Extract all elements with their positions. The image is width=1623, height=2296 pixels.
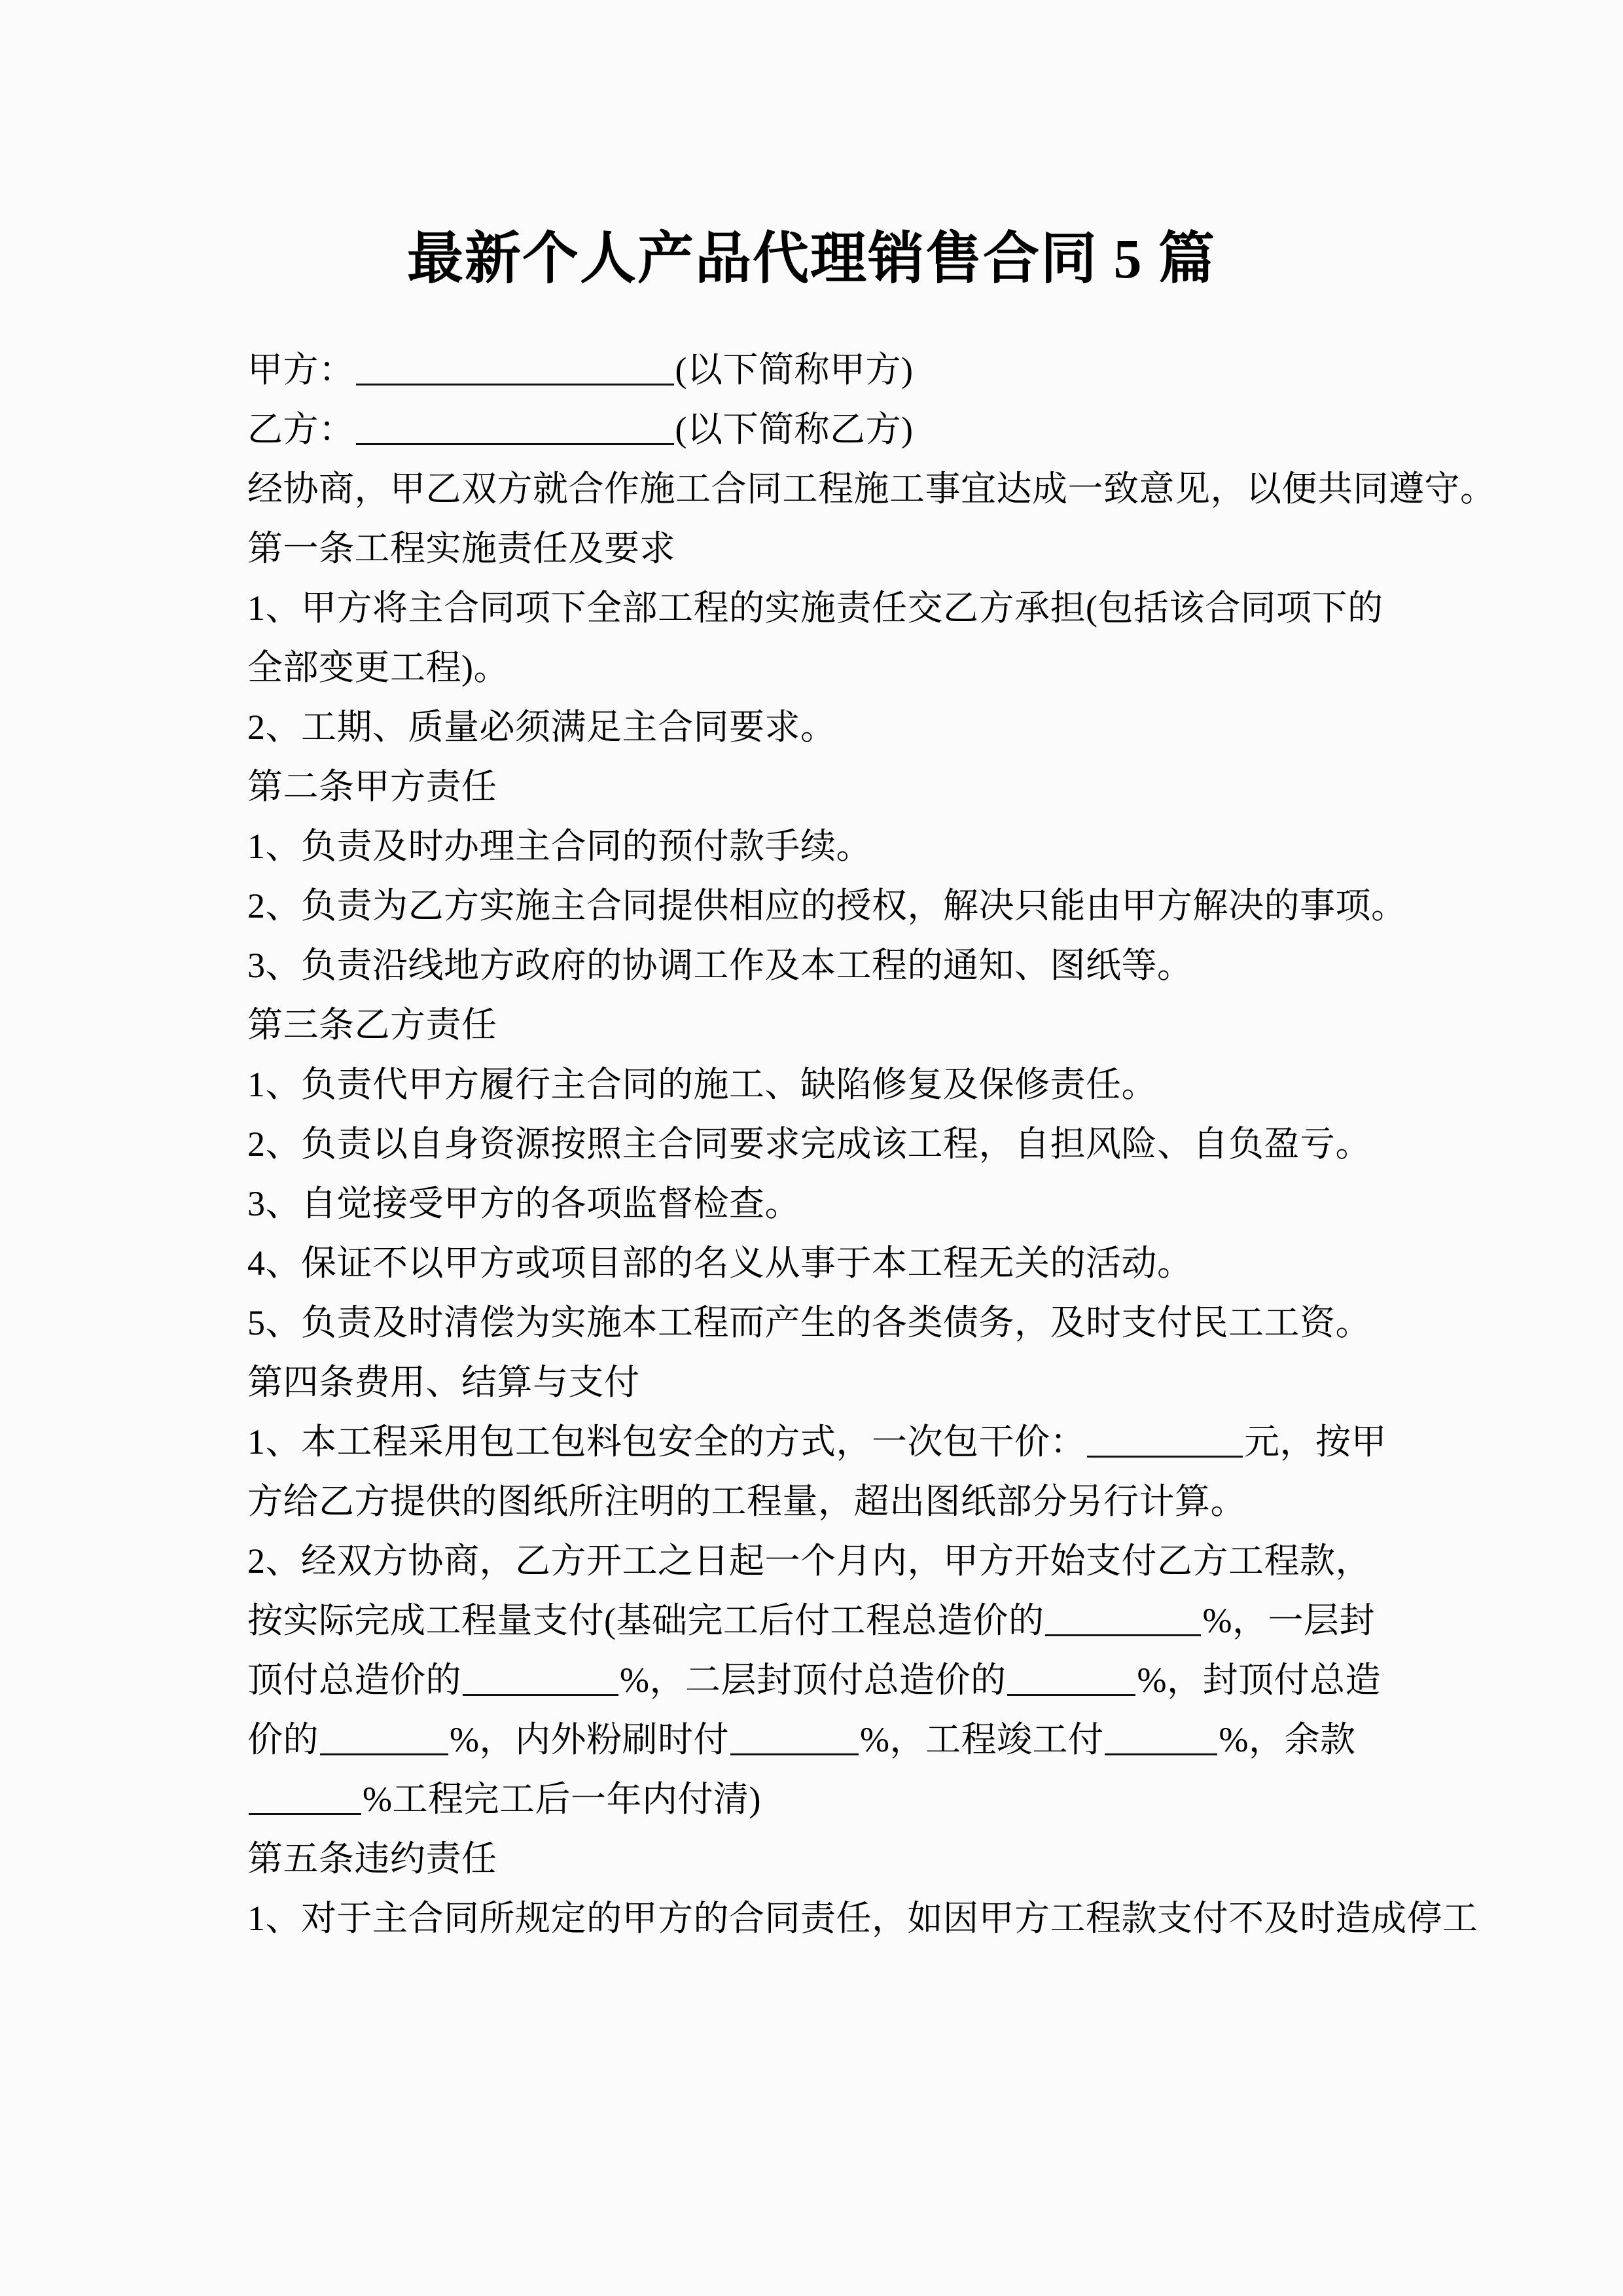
article-4-item-1-text-a: 1、本工程采用包工包料包安全的方式，一次包干价：: [247, 1422, 1086, 1462]
article-4-item-2-text-f: %，工程竣工付: [859, 1720, 1104, 1759]
article-4-item-1: [247, 1412, 1393, 1532]
article-3-item-5: 5、负责及时清偿为实施本工程而产生的各类债务，及时支付民工工资。: [247, 1303, 1371, 1342]
article-4-item-2-text-h: %工程完工后一年内付清): [363, 1780, 761, 1819]
article-heading-5: 第五条违约责任: [247, 1839, 497, 1878]
article-4-item-2-text-d: %，封顶付总造价的: [247, 1660, 1381, 1759]
article-3-item-1: 1、负责代甲方履行主合同的施工、缺陷修复及保修责任。: [247, 1065, 1157, 1104]
party-a-line: [247, 340, 1393, 400]
article-2-item-3: 3、负责沿线地方政府的协调工作及本工程的通知、图纸等。: [247, 946, 1193, 985]
article-3-item-3: 3、自觉接受甲方的各项监督检查。: [247, 1184, 800, 1223]
party-b-label: 乙方：: [247, 410, 355, 449]
payment-pct-foundation-blank[interactable]: [1045, 1604, 1201, 1636]
preamble: 经协商，甲乙双方就合作施工合同工程施工事宜达成一致意见，以便共同遵守。: [247, 469, 1496, 509]
article-1-item-2: 2、工期、质量必须满足主合同要求。: [247, 708, 836, 747]
article-2-item-1: 1、负责及时办理主合同的预付款手续。: [247, 827, 872, 866]
article-2-item-2: 2、负责为乙方实施主合同提供相应的授权，解决只能由甲方解决的事项。: [247, 886, 1407, 925]
payment-pct-completion-blank[interactable]: [1105, 1723, 1217, 1755]
lump-sum-price-blank[interactable]: [1087, 1426, 1243, 1458]
party-a-suffix: (以下简称甲方): [675, 350, 914, 389]
article-3-item-4: 4、保证不以甲方或项目部的名义从事于本工程无关的活动。: [247, 1244, 1193, 1283]
party-b-suffix: (以下简称乙方): [675, 410, 914, 449]
article-4-item-2-text-g: %，余款: [1219, 1720, 1356, 1759]
article-1-item-1: 1、甲方将主合同项下全部工程的实施责任交乙方承担(包括该合同项下的全部变更工程)。: [247, 588, 1383, 687]
article-heading-3: 第三条乙方责任: [247, 1005, 497, 1045]
article-4-item-1-text-b: 元，按甲方给乙方提供的图纸所注明的工程量，超出图纸部分另行计算。: [247, 1422, 1387, 1521]
payment-pct-capping-blank[interactable]: [320, 1723, 448, 1755]
party-b-blank[interactable]: [356, 413, 674, 445]
article-4-item-2-text-b: %，一层封顶付总造价的: [247, 1601, 1375, 1700]
party-a-blank[interactable]: [356, 353, 674, 386]
article-3-item-2: 2、负责以自身资源按照主合同要求完成该工程，自担风险、自负盈亏。: [247, 1124, 1371, 1164]
article-5-item-1: 1、对于主合同所规定的甲方的合同责任，如因甲方工程款支付不及时造成停工: [247, 1899, 1478, 1938]
article-4-item-2: [247, 1532, 1393, 1829]
document-body: [247, 340, 1496, 1948]
payment-pct-floor1-blank[interactable]: [463, 1664, 618, 1696]
article-heading-4: 第四条费用、结算与支付: [247, 1363, 640, 1402]
party-b-line: [247, 400, 1393, 459]
payment-pct-floor2-blank[interactable]: [1007, 1664, 1135, 1696]
article-heading-2: 第二条甲方责任: [247, 767, 497, 806]
payment-pct-plaster-blank[interactable]: [730, 1723, 859, 1755]
party-a-label: 甲方：: [247, 350, 355, 389]
article-4-item-2-text-a: 2、经双方协商，乙方开工之日起一个月内，甲方开始支付乙方工程款，按实际完成工程量支付(基础完工后付工程总造价的: [247, 1541, 1371, 1640]
payment-pct-balance-blank[interactable]: [249, 1783, 361, 1815]
article-4-item-2-text-c: %，二层封顶付总造价的: [620, 1660, 1007, 1700]
article-4-item-2-text-e: %，内外粉刷时付: [450, 1720, 729, 1759]
page-title: 最新个人产品代理销售合同 5 篇: [407, 226, 1216, 290]
article-heading-1: 第一条工程实施责任及要求: [247, 529, 675, 568]
